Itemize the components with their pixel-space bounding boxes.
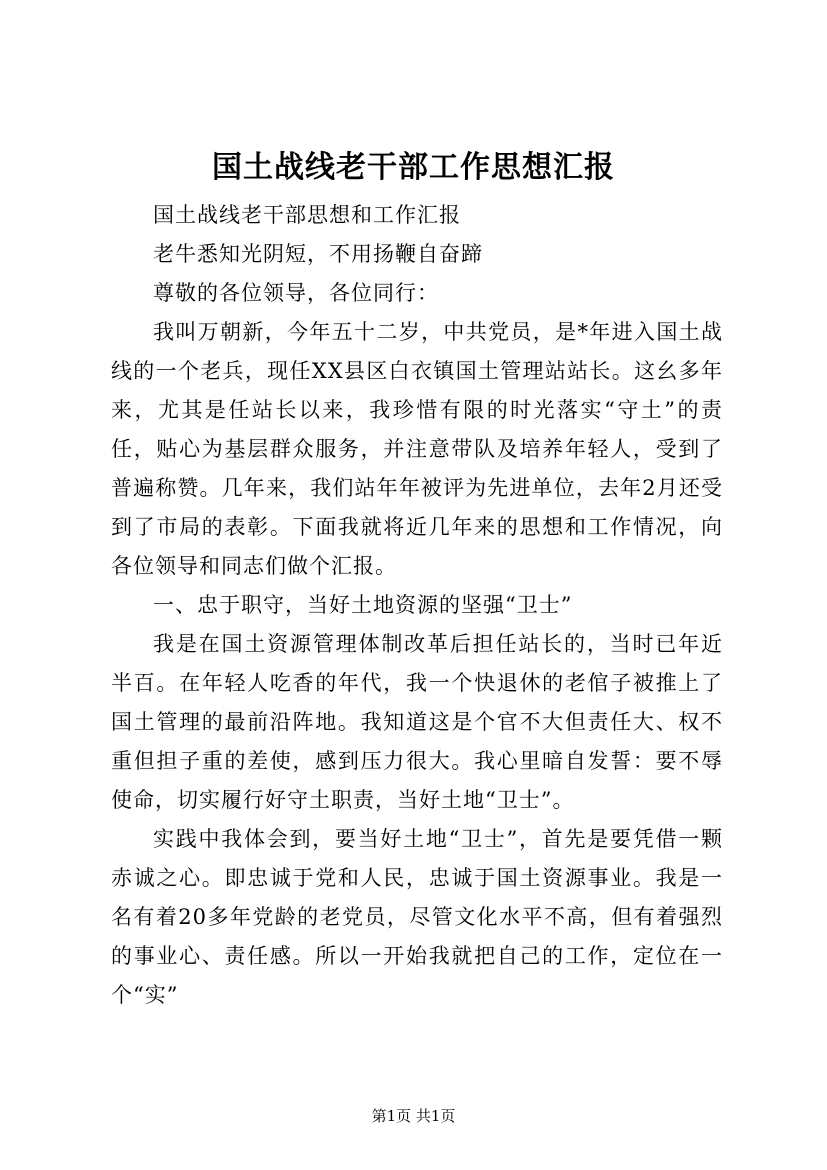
document-title: 国土战线老干部工作思想汇报 xyxy=(212,150,615,185)
subtitle-paragraph: 国土战线老干部思想和工作汇报 xyxy=(153,203,461,227)
section-heading: 一、忠于职守，当好土地资源的坚强“卫士” xyxy=(153,593,573,617)
page-footer: 第1页 共1页 xyxy=(371,1107,456,1125)
body-paragraph: 实践中我体会到，要当好土地“卫士”，首先是要凭借一颗赤诚之心。即忠诚于党和人民，忠诚于国土资源事业。我是一名有着20多年党龄的老党员，尽管文化水平不高，但有着强烈的事业心、责任感。所以一开始我就把自己的工作，定位在一个“实” xyxy=(111,827,723,1007)
body-paragraph: 我是在国土资源管理体制改革后担任站长的，当时已年近半百。在年轻人吃香的年代，我一个快退休的老倌子被推上了国土管理的最前沿阵地。我知道这是个官不大但责任大、权不重但担子重的差使，感到压力很大。我心里暗自发誓：要不辱使命，切实履行好守土职责，当好土地“卫士”。 xyxy=(111,632,723,812)
salutation-paragraph: 尊敬的各位领导，各位同行： xyxy=(153,281,439,305)
motto-paragraph: 老牛悉知光阴短，不用扬鞭自奋蹄 xyxy=(153,242,483,266)
document-body xyxy=(111,196,723,1015)
body-paragraph: 我叫万朝新，今年五十二岁，中共党员，是*年进入国土战线的一个老兵，现任XX县区白衣镇国土管理站站长。这幺多年来，尤其是任站长以来，我珍惜有限的时光落实“守土”的责任，贴心为基层群众服务，并注意带队及培养年轻人，受到了普遍称赞。几年来，我们站年年被评为先进单位，去年2月还受到了市局的表彰。下面我就将近几年来的思想和工作情况，向各位领导和同志们做个汇报。 xyxy=(111,320,723,578)
